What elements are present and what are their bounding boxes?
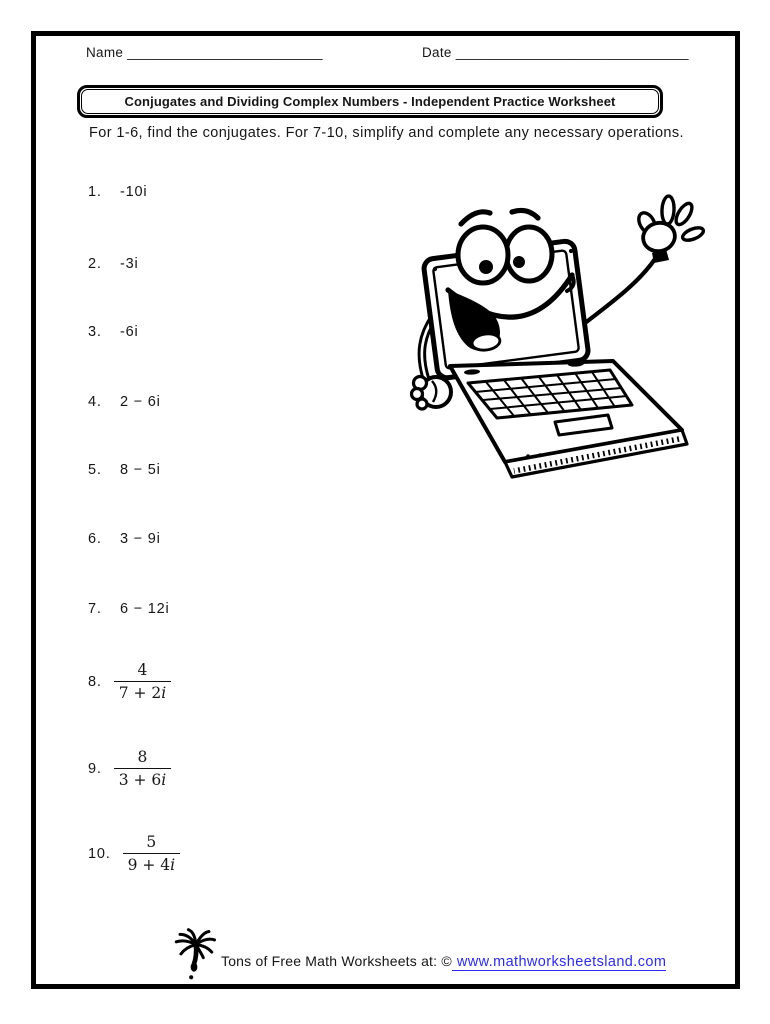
date-blank-line: _______________________________ — [455, 45, 689, 60]
date-label: Date — [422, 45, 452, 60]
right-eye — [506, 227, 552, 281]
problem-number: 7. — [88, 601, 102, 617]
problem-2 — [88, 256, 139, 272]
problem-1 — [88, 184, 147, 200]
problem-number: 4. — [88, 394, 102, 410]
problem-5 — [88, 462, 161, 478]
mascot-right-arm — [585, 259, 655, 323]
problem-number: 1. — [88, 184, 102, 200]
denominator-i: i — [161, 771, 167, 789]
problem-expression: -10i — [120, 184, 148, 200]
left-eyebrow — [461, 212, 490, 224]
problem-3 — [88, 324, 139, 340]
problem-4 — [88, 394, 161, 410]
right-eyebrow — [512, 210, 538, 218]
problem-number: 10. — [88, 845, 111, 862]
denominator-i: i — [161, 684, 167, 702]
problem-9 — [88, 748, 171, 789]
problem-number: 9. — [88, 760, 102, 777]
left-pupil — [479, 260, 493, 274]
denominator-real: 9 + 4 — [127, 856, 171, 874]
problem-number: 8. — [88, 673, 102, 690]
problem-expression: -3i — [120, 256, 139, 272]
problem-10 — [88, 833, 180, 874]
fraction-denominator — [114, 768, 172, 789]
problem-6 — [88, 531, 161, 547]
fraction-expression — [114, 661, 172, 702]
fraction-numerator: 4 — [137, 661, 148, 679]
problem-number: 3. — [88, 324, 102, 340]
denominator-i: i — [170, 856, 176, 874]
fraction-expression — [114, 748, 172, 789]
problem-expression: -6i — [120, 324, 139, 340]
mascot-waving-hand — [635, 196, 705, 263]
worksheet-title: Conjugates and Dividing Complex Numbers - Independent Practice Worksheet — [124, 94, 616, 109]
right-pupil — [513, 256, 525, 268]
problem-expression: 2 − 6i — [120, 394, 161, 410]
indicator-light — [526, 454, 530, 458]
fraction-numerator: 5 — [146, 833, 157, 851]
problem-number: 6. — [88, 531, 102, 547]
instructions-text: For 1-6, find the conjugates. For 7-10, simplify and complete any necessary operations. — [89, 125, 684, 141]
worksheet-title-box — [77, 85, 663, 118]
screen-corner-dot-left — [433, 267, 437, 271]
fraction-denominator — [123, 853, 181, 874]
problem-7 — [88, 601, 170, 617]
problem-expression: 8 − 5i — [120, 462, 161, 478]
laptop-base — [450, 361, 687, 477]
name-label: Name — [86, 45, 124, 60]
fraction-numerator: 8 — [137, 748, 148, 766]
name-blank-line: __________________________ — [127, 45, 323, 60]
problem-8 — [88, 661, 171, 702]
footer — [221, 953, 666, 970]
problem-number: 5. — [88, 462, 102, 478]
problem-number: 2. — [88, 256, 102, 272]
problem-expression: 3 − 9i — [120, 531, 161, 547]
date-field — [422, 45, 689, 60]
fraction-expression — [123, 833, 181, 874]
denominator-real: 7 + 2 — [118, 684, 162, 702]
palm-tree-icon — [170, 925, 218, 981]
name-field — [86, 45, 323, 60]
problem-expression: 6 − 12i — [120, 601, 170, 617]
indicator-light — [538, 453, 542, 457]
left-eye — [458, 227, 508, 283]
laptop-cartoon-mascot-illustration — [390, 185, 720, 485]
footer-website-link[interactable]: www.mathworksheetsland.com — [452, 954, 666, 971]
mascot-left-fist — [412, 377, 452, 410]
fraction-denominator — [114, 681, 172, 702]
denominator-real: 3 + 6 — [118, 771, 162, 789]
footer-credit-text: Tons of Free Math Worksheets at: © — [221, 953, 452, 969]
screen-corner-dot-right — [569, 249, 573, 253]
